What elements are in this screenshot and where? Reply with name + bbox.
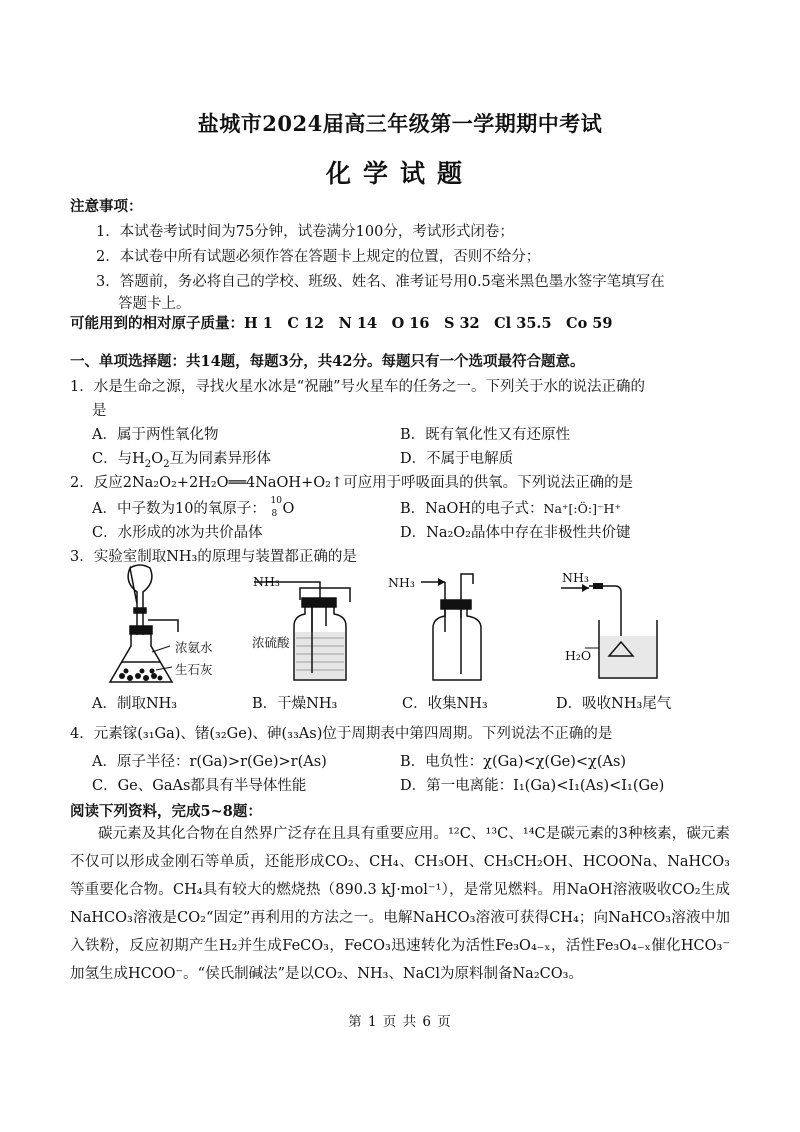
q4-stem: 4．元素镓(₃₁Ga)、锗(₃₂Ge)、砷(₃₃As)位于周期表中第四周期。下列说法不正确的是	[70, 726, 613, 742]
notice-item-2: 2．本试卷中所有试题必须作答在答题卡上规定的位置，否则不给分；	[96, 249, 541, 265]
q3-option-b: B．干燥NH₃	[252, 696, 338, 712]
q4-option-d: D．第一电离能：I₁(Ga)<I₁(As)<I₁(Ge)	[400, 778, 665, 794]
nuclide-notation: 10 8 O	[270, 496, 295, 519]
q1-option-c: C．与$H_2O_2$互为同素异形体	[92, 451, 272, 470]
exam-title: 盐城市2024届高三年级第一学期期中考试	[197, 111, 603, 136]
q1-option-b: B．既有氧化性又有还原性	[400, 427, 571, 443]
notice-item-3-cont: 答题卡上。	[118, 296, 191, 312]
acid-liquid	[295, 632, 345, 679]
funnel-bulb	[128, 565, 152, 604]
label-quicklime: 生石灰	[175, 662, 213, 677]
stopcock	[134, 608, 146, 613]
q4-option-b: B．电负性：χ(Ga)<χ(Ge)<χ(As)	[400, 754, 627, 770]
apparatus-d-diagram	[555, 570, 675, 690]
notice-heading: 注意事项：	[70, 198, 143, 215]
atomic-masses: 可能用到的相对原子质量：H 1 C 12 N 14 O 16 S 32 Cl 35.5 Co 59	[70, 315, 613, 332]
q1-stem-line2: 是	[92, 403, 107, 419]
q3-stem: 3．实验室制取NH₃的原理与装置都正确的是	[70, 549, 357, 565]
arrow-head	[438, 578, 445, 586]
q2-option-b: B．NaOH的电子式：Na⁺[:Ö:]⁻H⁺	[400, 501, 622, 517]
connector	[593, 583, 603, 589]
q3-option-a: A．制取NH₃	[92, 696, 178, 712]
q4-option-c: C．Ge、GaAs都具有半导体性能	[92, 778, 307, 794]
label-conc-acid: 浓硫酸	[252, 635, 290, 650]
pointer-ammonia	[152, 646, 170, 652]
label-nh3-c: NH₃	[388, 575, 415, 590]
q3-option-c: C．收集NH₃	[402, 696, 488, 712]
bottle-stopper-c	[441, 600, 471, 609]
q2-option-c: C．水形成的冰为共价晶体	[92, 525, 263, 541]
label-nh3-d: NH₃	[562, 570, 589, 585]
notice-item-3: 3．答题前，务必将自己的学校、班级、姓名、准考证号用0.5毫米黑色墨水签字笔填写在	[96, 274, 665, 290]
page-number: 第 1 页 共 6 页	[348, 1014, 452, 1030]
reading-paragraph: 碳元素及其化合物在自然界广泛存在且具有重要应用。¹²C、¹³C、¹⁴C是碳元素的3种核素，碳元素不仅可以形成金刚石等单质，还能形成CO₂、CH₄、CH₃OH、CH₃CH₂OH、HCOONa、NaHCO₃等重要化合物。CH₄具有较大的燃烧热（890.3 kJ·mol⁻¹），是常见燃料。用NaOH溶液吸收CO₂生成NaHCO₃溶液是CO₂“固定”再利用的方法之一。电解NaHCO₃溶液可获得CH₄；向NaHCO₃溶液中加入铁粉，反应初期产生H₂并生成FeCO₃，FeCO₃迅速转化为活性Fe₃O₄₋ₓ，活性Fe₃O₄₋ₓ催化HCO₃⁻加氢生成HCOO⁻。“侯氏制碱法”是以CO₂、NH₃、NaCl为原料制备Na₂CO₃。	[70, 826, 730, 982]
electron-formula: Na⁺[:Ö:]⁻H⁺	[543, 501, 622, 516]
bottle-stopper	[302, 598, 336, 607]
bottle-body-c	[433, 609, 481, 680]
q2-option-a: A．中子数为10的氧原子： 10 8 O	[92, 497, 297, 518]
q1-stem-line1: 1．水是生命之源，寻找火星水冰是“祝融”号火星车的任务之一。下列关于水的说法正确的	[70, 379, 646, 395]
q2-option-d: D．Na₂O₂晶体中存在非极性共价键	[400, 525, 631, 541]
subject-title: 化学试题	[325, 159, 474, 188]
section1-heading: 一、单项选择题：共14题，每题3分，共42分。每题只有一个选项最符合题意。	[70, 353, 585, 370]
q1-option-a: A．属于两性氧化物	[92, 427, 219, 443]
arrow-head-d	[582, 584, 589, 592]
label-h2o: H₂O	[565, 648, 592, 663]
label-ammonia-water: 浓氨水	[175, 640, 213, 655]
quicklime-granules	[119, 669, 163, 682]
q4-option-a: A．原子半径：r(Ga)>r(Ge)>r(As)	[92, 754, 327, 770]
notice-item-1: 1．本试卷考试时间为75分钟，试卷满分100分，考试形式闭卷；	[96, 224, 514, 240]
reading-heading: 阅读下列资料，完成5~8题：	[70, 803, 262, 820]
label-nh3-b: NH₃	[253, 574, 280, 589]
delivery-tube	[589, 586, 621, 642]
stopper	[130, 626, 152, 634]
q1-option-d: D．不属于电解质	[400, 451, 514, 467]
q2-stem: 2．反应2Na₂O₂+2H₂O══4NaOH+O₂↑可应用于呼吸面具的供氧。下列说法正确的是	[70, 475, 634, 491]
q3-option-d: D．吸收NH₃尾气	[556, 696, 672, 712]
